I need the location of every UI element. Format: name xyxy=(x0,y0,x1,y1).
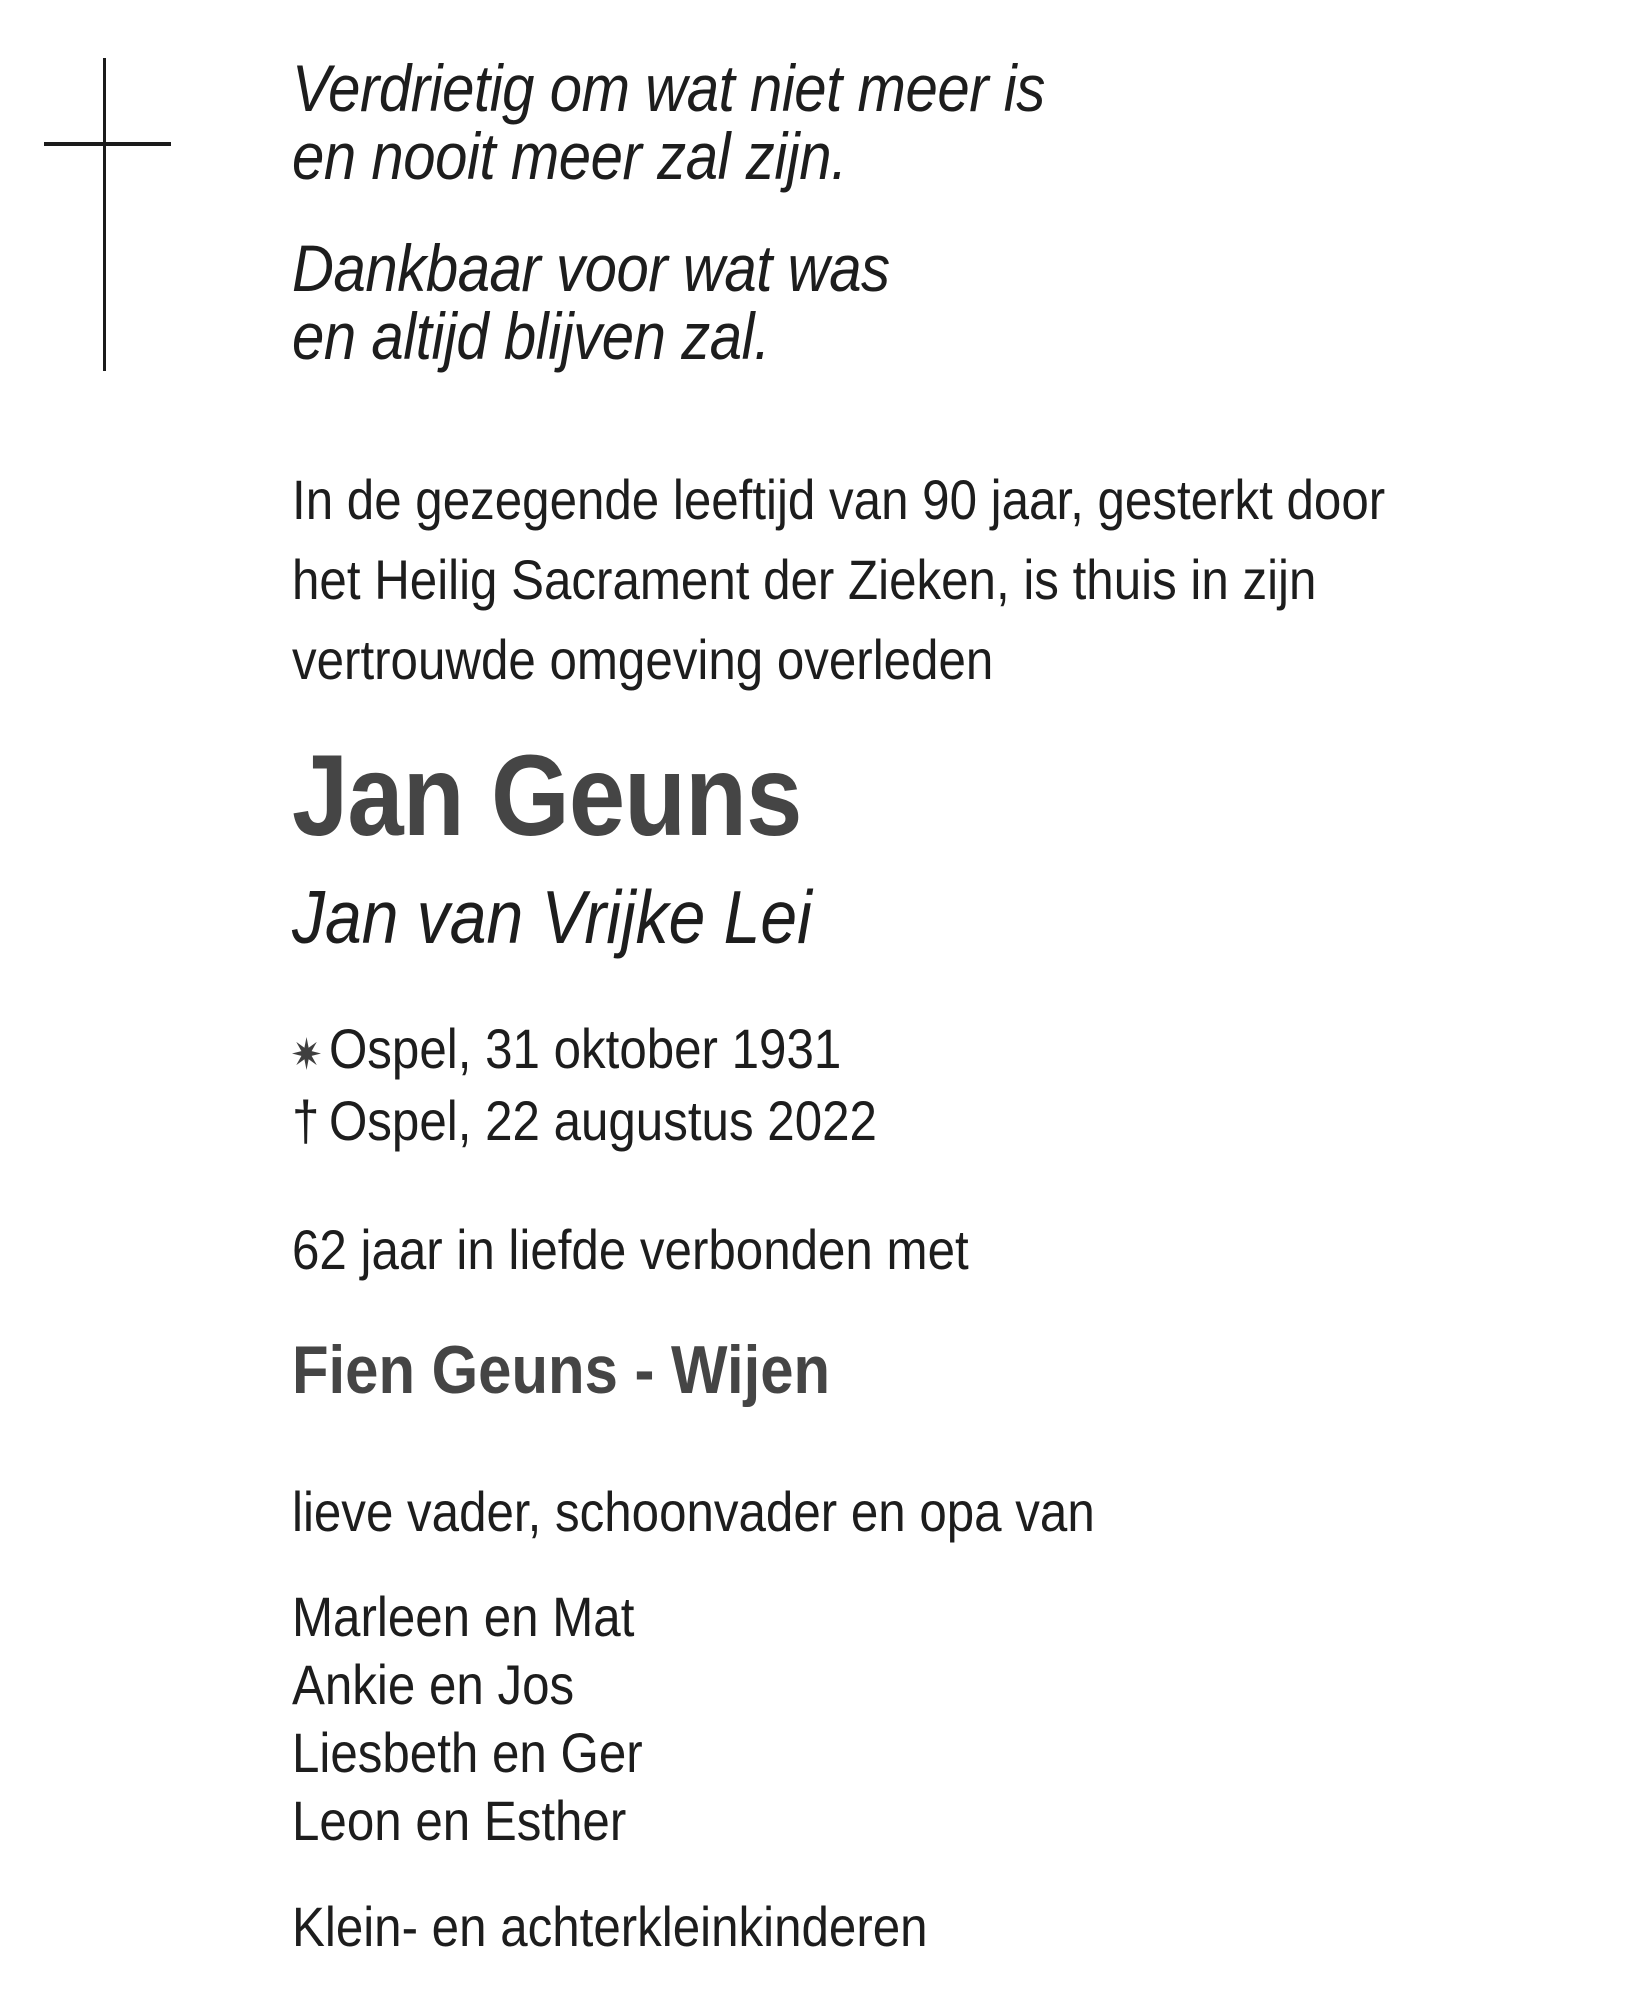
child-couple-line: Ankie en Jos xyxy=(292,1653,575,1716)
verse-line: en altijd blijven zal. xyxy=(292,299,770,373)
cross-vertical-bar xyxy=(103,58,106,371)
announcement-paragraph xyxy=(292,460,1385,700)
family-intro-line: lieve vader, schoonvader en opa van xyxy=(292,1480,1095,1543)
death-place-date: Ospel, 22 augustus 2022 xyxy=(328,1089,877,1152)
birth-star-icon xyxy=(292,1013,329,1085)
spouse-name: Fien Geuns - Wijen xyxy=(292,1332,831,1408)
marriage-line: 62 jaar in liefde verbonden met xyxy=(292,1218,969,1281)
cross-horizontal-bar xyxy=(44,142,171,146)
children-list xyxy=(292,1583,643,1855)
announcement-line: het Heilig Sacrament der Zieken, is thuis in zijn xyxy=(292,548,1317,611)
child-couple-line: Marleen en Mat xyxy=(292,1585,635,1648)
announcement-line: vertrouwde omgeving overleden xyxy=(292,628,994,691)
verse-line: Verdrietig om wat niet meer is xyxy=(292,51,1045,125)
death-line xyxy=(292,1085,877,1157)
child-couple-line: Leon en Esther xyxy=(292,1789,627,1852)
birth-line xyxy=(292,1013,877,1085)
announcement-line: In de gezegende leeftijd van 90 jaar, gesterkt door xyxy=(292,468,1386,531)
birth-place-date: Ospel, 31 oktober 1931 xyxy=(328,1017,842,1080)
opening-verse-stanza-1 xyxy=(292,51,1045,193)
deceased-name: Jan Geuns xyxy=(292,732,802,860)
deceased-nickname: Jan van Vrijke Lei xyxy=(292,875,812,959)
child-couple-line: Liesbeth en Ger xyxy=(292,1721,643,1784)
opening-verse-stanza-2 xyxy=(292,231,890,373)
grandchildren-line: Klein- en achterkleinkinderen xyxy=(292,1895,928,1958)
verse-line: en nooit meer zal zijn. xyxy=(292,119,847,193)
dagger-icon: † xyxy=(292,1089,320,1152)
verse-line: Dankbaar voor wat was xyxy=(292,231,890,305)
life-dates xyxy=(292,1013,877,1157)
